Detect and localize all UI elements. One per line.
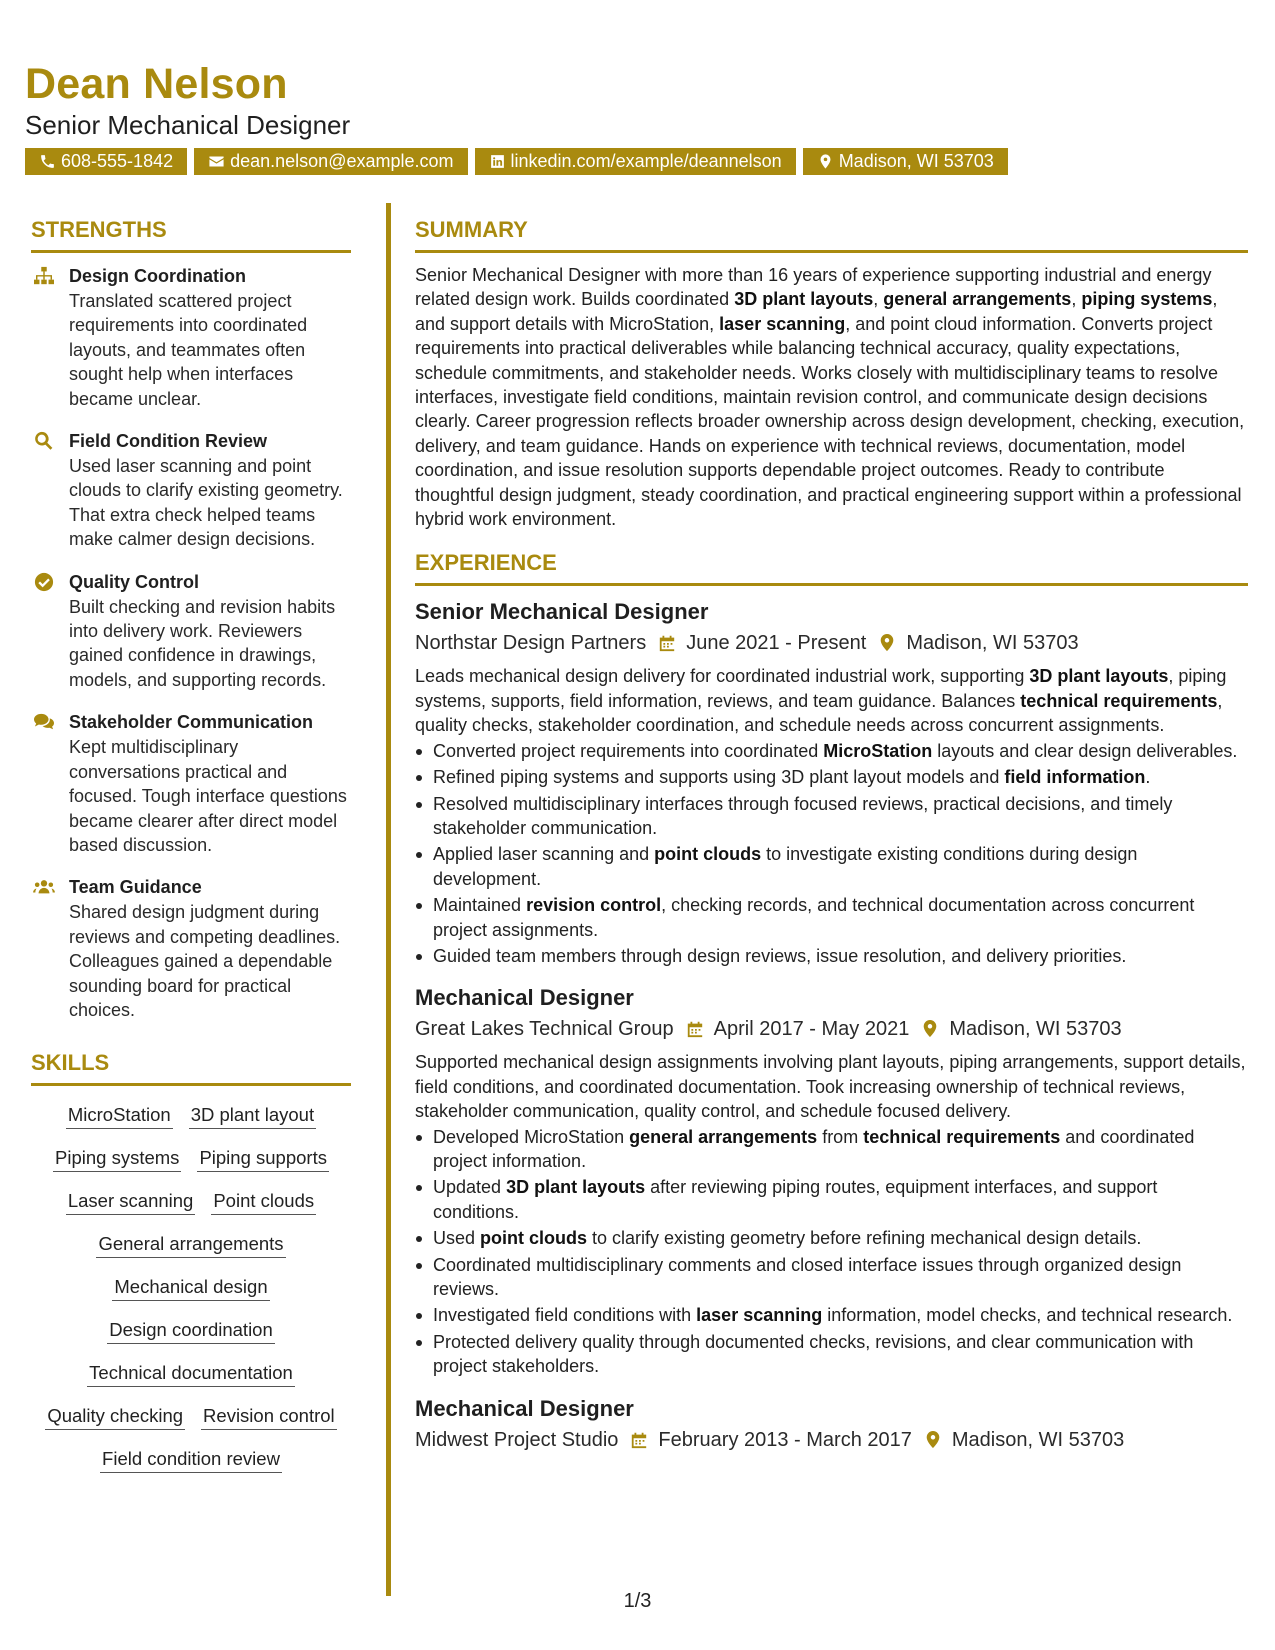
linkedin-icon (489, 153, 506, 170)
job-title: Mechanical Designer (415, 985, 634, 1011)
job-dates: February 2013 - March 2017 (658, 1428, 912, 1451)
job-title: Senior Mechanical Designer (415, 599, 709, 625)
skill-tag: Piping systems (53, 1145, 181, 1172)
comments-icon (33, 712, 55, 732)
contact-location (803, 148, 1008, 175)
skills-section (31, 1048, 351, 1473)
envelope-icon (208, 153, 225, 170)
list-item: Used point clouds to clarify existing geometry before refining mechanical design details. (433, 1226, 1248, 1250)
skill-tag: Laser scanning (66, 1188, 195, 1215)
resume-header (25, 58, 1255, 175)
job-entry (415, 982, 1248, 1378)
contact-email-text: dean.nelson@example.com (230, 151, 454, 171)
map-pin-icon (817, 153, 834, 170)
strength-name: Stakeholder Communication (69, 712, 314, 733)
list-item: Guided team members through design reviews, issue resolution, and delivery priorities. (433, 944, 1248, 968)
candidate-title: Senior Mechanical Designer (25, 110, 351, 140)
strength-item (31, 874, 351, 1022)
list-item: Investigated field conditions with laser scanning information, model checks, and technical research. (433, 1303, 1248, 1327)
strength-description: Translated scattered project requirements into coordinated layouts, and teammates often sought help when interfaces became unclear. (69, 291, 308, 409)
strength-name: Design Coordination (69, 266, 246, 286)
skill-tag: Mechanical design (112, 1274, 269, 1301)
list-item: Maintained revision control, checking records, and technical documentation across concurrent project assignments. (433, 893, 1248, 942)
strength-name: Field Condition Review (69, 431, 268, 452)
list-item: Updated 3D plant layouts after reviewing piping routes, equipment interfaces, and support conditions. (433, 1175, 1248, 1224)
sitemap-icon (33, 266, 55, 286)
job-company: Great Lakes Technical Group (415, 1018, 674, 1041)
contact-phone[interactable] (25, 148, 187, 175)
job-description: Leads mechanical design delivery for coordinated industrial work, supporting 3D plant layouts, piping systems, supports, field information, reviews, and team guidance. Balances technical requirements, quality checks, stakeholder coordination, and schedule needs across concurrent assignments. (415, 666, 1227, 736)
candidate-name: Dean Nelson (25, 60, 288, 108)
list-item: Protected delivery quality through documented checks, revisions, and clear communication with project stakeholders. (433, 1330, 1248, 1379)
skill-tag: Design coordination (107, 1317, 275, 1344)
list-item: Refined piping systems and supports using 3D plant layout models and field information. (433, 765, 1248, 789)
skill-tag: Technical documentation (87, 1360, 295, 1387)
job-dates: April 2017 - May 2021 (713, 1018, 910, 1041)
job-company: Northstar Design Partners (415, 632, 647, 655)
skill-tag: Point clouds (211, 1188, 316, 1215)
skill-tag: Piping supports (197, 1145, 329, 1172)
strength-name: Team Guidance (69, 877, 202, 898)
users-icon (33, 877, 55, 897)
strength-item (31, 263, 351, 411)
experience-list (415, 596, 1248, 1454)
job-title: Mechanical Designer (415, 1395, 634, 1421)
map-pin-icon (921, 1019, 939, 1039)
page-number: 1/3 (623, 1590, 652, 1612)
summary-heading: SUMMARY (415, 215, 1248, 253)
skill-tag: Field condition review (100, 1446, 282, 1473)
strength-description: Used laser scanning and point clouds to clarify existing geometry. That extra check helped teams make calmer design decisions. (69, 456, 343, 550)
job-description: Supported mechanical design assignments involving plant layouts, piping arrangements, support details, field conditions, and coordinated documentation. Took increasing ownership of technical reviews, stakeholder communication, quality control, and schedule focused delivery. (415, 1052, 1246, 1122)
phone-icon (39, 153, 56, 170)
job-dates: June 2021 - Present (686, 632, 867, 655)
map-pin-icon (924, 1430, 942, 1450)
job-bullets (415, 739, 1248, 969)
strength-name: Quality Control (69, 571, 199, 592)
job-bullets (415, 1125, 1248, 1379)
list-item: Developed MicroStation general arrangements from technical requirements and coordinated project information. (433, 1125, 1248, 1174)
list-item: Applied laser scanning and point clouds to investigate existing conditions during design development. (433, 842, 1248, 891)
skills-heading: SKILLS (31, 1048, 351, 1086)
job-location: Madison, WI 53703 (951, 1428, 1125, 1451)
skill-tag: Revision control (201, 1403, 337, 1430)
strengths-heading: STRENGTHS (31, 215, 351, 253)
calendar-icon (630, 1430, 648, 1450)
contact-location-text: Madison, WI 53703 (838, 151, 994, 171)
summary-text: Senior Mechanical Designer with more than 16 years of experience supporting industrial and energy related design work. Builds coordinated 3D plant layouts, general arrangements, piping systems, and support details with MicroStation, laser scanning, and point cloud information. Converts project requirements into practical deliverables while balancing technical accuracy, quality expectations, schedule commitments, and stakeholder needs. Works closely with multidisciplinary teams to resolve interfaces, investigate field conditions, maintain revision control, and communicate design decisions clearly. Career progression reflects broader ownership across design development, checking, execution, delivery, and team guidance. Hands on experience with technical reviews, documentation, model coordination, and issue resolution supports dependable project outcomes. Ready to contribute thoughtful design judgment, steady coordination, and practical engineering support within a professional hybrid work environment. (415, 265, 1245, 530)
list-item: Converted project requirements into coordinated MicroStation layouts and clear design deliverables. (433, 739, 1248, 763)
strength-description: Built checking and revision habits into delivery work. Reviewers gained confidence in drawings, models, and supporting records. (69, 596, 336, 690)
strength-item (31, 709, 351, 857)
job-entry (415, 1393, 1248, 1455)
column-divider (386, 203, 391, 1596)
job-meta (415, 1014, 1248, 1044)
strength-description: Kept multidisciplinary conversations practical and focused. Tough interface questions became clearer after direct model based discussion. (69, 737, 347, 855)
skill-tag: Quality checking (45, 1403, 185, 1430)
contact-linkedin[interactable] (475, 148, 796, 175)
calendar-icon (686, 1019, 704, 1039)
skill-tag: 3D plant layout (189, 1102, 316, 1129)
check-circle-icon (33, 572, 55, 592)
calendar-icon (658, 633, 676, 653)
contact-phone-text: 608-555-1842 (61, 151, 174, 171)
right-column (415, 215, 1248, 1469)
search-icon (33, 431, 55, 451)
job-location: Madison, WI 53703 (906, 632, 1079, 655)
job-meta (415, 1425, 1248, 1455)
contact-email[interactable] (194, 148, 467, 175)
strength-description: Shared design judgment during reviews and competing deadlines. Colleagues gained a dependable sounding board for practical choices. (69, 902, 341, 1020)
contact-bar (25, 148, 1255, 175)
experience-heading: EXPERIENCE (415, 548, 1248, 586)
job-company: Midwest Project Studio (415, 1428, 619, 1451)
list-item: Resolved multidisciplinary interfaces through focused reviews, practical decisions, and timely stakeholder communication. (433, 792, 1248, 841)
contact-linkedin-text: linkedin.com/example/deannelson (510, 151, 782, 171)
left-column (31, 215, 351, 1473)
strength-item (31, 569, 351, 693)
job-meta (415, 628, 1248, 658)
job-entry (415, 596, 1248, 968)
list-item: Coordinated multidisciplinary comments and closed interface issues through organized design reviews. (433, 1253, 1248, 1302)
job-location: Madison, WI 53703 (949, 1018, 1122, 1041)
map-pin-icon (878, 633, 896, 653)
skills-list (31, 1096, 351, 1473)
skill-tag: MicroStation (66, 1102, 173, 1129)
skill-tag: General arrangements (96, 1231, 285, 1258)
strength-item (31, 428, 351, 552)
